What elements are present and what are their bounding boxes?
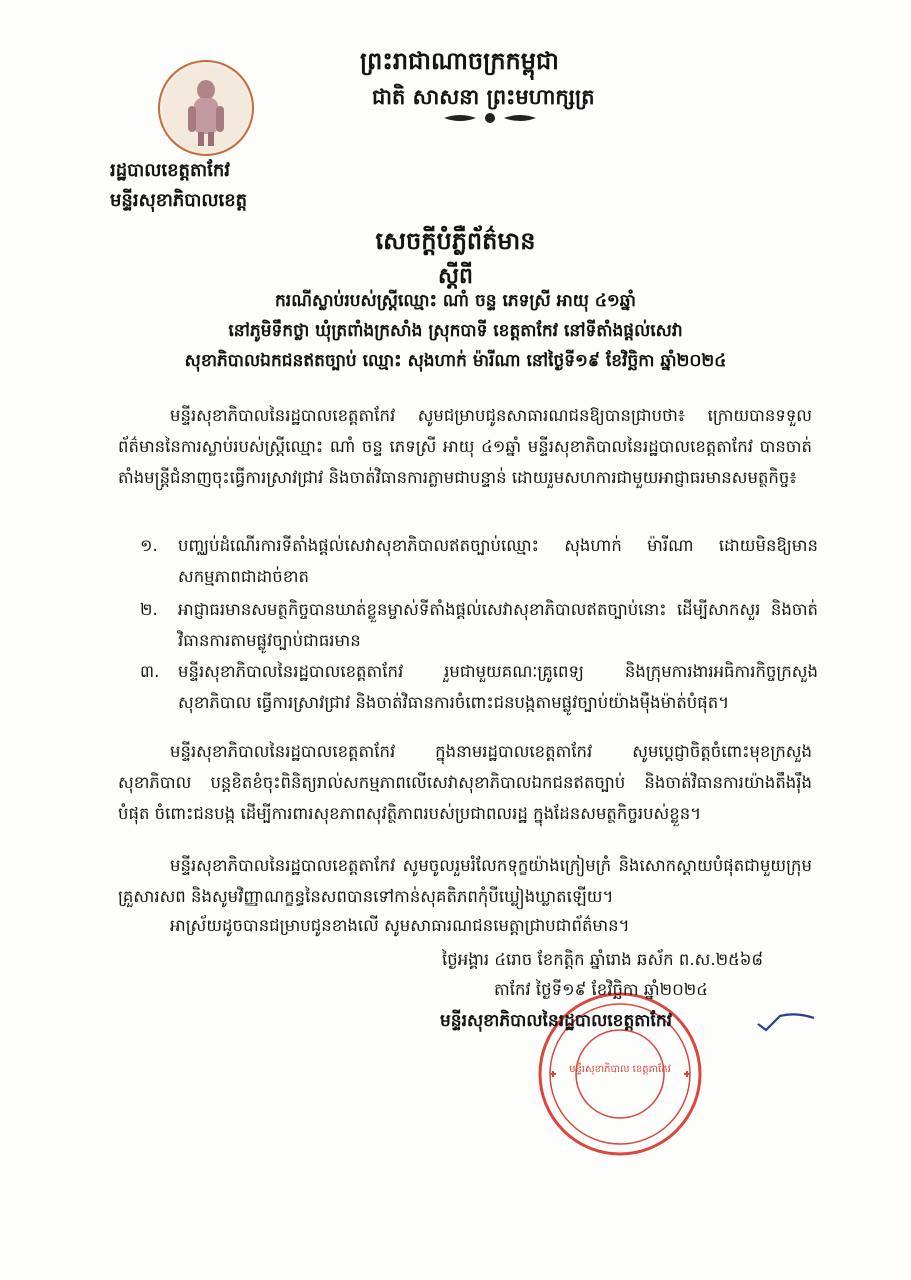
lunar-date: ថ្ងៃអង្គារ ៤រោច ខែកត្តិក ឆ្នាំរោង ឆស័ក ព.ស.២៥៦៨ [442, 950, 764, 969]
kingdom-heading: ព្រះរាជាណាចក្រកម្ពុជា [360, 47, 559, 75]
list-item-text: អាជ្ញាធរមានសមត្ថកិច្ចបានឃាត់ខ្លួនម្ចាស់ទីតាំងផ្តល់សេវាសុខាភិបាលឥតច្បាប់នោះ ដើម្បីសាកសួរ និងចាត់វិធានការតាមផ្លូវច្បាប់ជាធរមាន [178, 600, 818, 650]
list-item-text: មន្ទីរសុខាភិបាលនៃរដ្ឋបាលខេត្តតាកែវ រួមជាមួយគណៈគ្រូពេទ្យ និងក្រុមការងារអធិការកិច្ចក្រសួងសុខាភិបាល ធ្វើការស្រាវជ្រាវ និងចាត់វិធានការចំពោះជនបង្កតាមផ្លូវច្បាប់យ៉ាងម៉ឺងម៉ាត់បំផុត។ [178, 662, 818, 712]
national-motto: ជាតិ សាសនា ព្រះមហាក្សត្រ [372, 85, 595, 109]
list-item-number: ១. [140, 536, 158, 555]
subject-line-3: សុខាភិបាលឯកជនឥតច្បាប់ ឈ្មោះ សុងហាក់ ម៉ារីណា នៅថ្ងៃទី១៩ ខែវិច្ឆិកា ឆ្នាំ២០២៤ [184, 351, 727, 371]
paragraph-closing: អាស្រ័យដូចបានជម្រាបជូនខាងលើ សូមសាធារណជនមេត្តាជ្រាបជាព័ត៌មាន។ [170, 916, 630, 935]
document-title: សេចក្តីបំភ្លឺព័ត៌មាន [375, 227, 536, 255]
subject-line-2: នៅភូមិទឹកថ្លា ឃុំត្រពាំងក្រសាំង ស្រុកបាទី ខេត្តតាកែវ នៅទីតាំងផ្តល់សេវា [228, 321, 683, 341]
about-label: ស្តីពី [438, 264, 473, 289]
signer-title: មន្ទីរសុខាភិបាលនៃរដ្ឋបាលខេត្តតាកែវ [440, 1011, 673, 1031]
paragraph-intro: មន្ទីរសុខាភិបាលនៃរដ្ឋបាលខេត្តតាកែវ សូមជម្រាបជូនសាធារណជនឱ្យបានជ្រាបថា៖ ក្រោយបានទទួលព័ត៌មាននៃការស្លាប់របស់ស្ត្រីឈ្មោះ ណាំ ចន្ទ ភេទស្រី អាយុ ៤១ឆ្នាំ មន្ទីរសុខាភិបាលនៃរដ្ឋបាលខេត្តតាកែវ បានចាត់តាំងមន្ត្រីជំនាញចុះធ្វើការស្រាវជ្រាវ និងចាត់វិធានការភ្លាមជាបន្ទាន់ ដោយរួមសហការជាមួយអាជ្ញាធរមានសមត្ថកិច្ច៖ [118, 406, 812, 487]
subject-line-1: ករណីស្លាប់របស់ស្ត្រីឈ្មោះ ណាំ ចន្ទ ភេទស្រី អាយុ ៤១ឆ្នាំ [275, 291, 636, 311]
list-item-number: ២. [140, 600, 158, 619]
solar-date: តាកែវ ថ្ងៃទី១៩ ខែវិច្ឆិកា ឆ្នាំ២០២៤ [494, 980, 708, 999]
ornament-divider-icon [440, 110, 540, 126]
paragraph-commitment: មន្ទីរសុខាភិបាលនៃរដ្ឋបាលខេត្តតាកែវ ក្នុងនាមរដ្ឋបាលខេត្តតាកែវ សូមប្តេជ្ញាចិត្តចំពោះមុខក្រសួងសុខាភិបាល បន្តខិតខំចុះពិនិត្យរាល់សកម្មភាពលើសេវាសុខាភិបាលឯកជនឥតច្បាប់ និងចាត់វិធានការយ៉ាងតឹងរ៉ឹងបំផុត ចំពោះជនបង្ក ដើម្បីការពារសុខភាពសុវត្ថិភាពរបស់ប្រជាពលរដ្ឋ ក្នុងដែនសមត្ថកិច្ចរបស់ខ្លួន។ [118, 742, 812, 823]
seal-text: មន្ទីរសុខាភិបាល ខេត្តតាកែវ [569, 1064, 671, 1075]
paragraph-condolence: មន្ទីរសុខាភិបាលនៃរដ្ឋបាលខេត្តតាកែវ សូមចូលរួមរំលែកទុក្ខយ៉ាងក្រៀមក្រំ និងសោកស្តាយបំផុតជាមួយក្រុមគ្រួសារសព និងសូមវិញ្ញាណក្ខន្ធនៃសពបានទៅកាន់សុគតិភពកុំបីឃ្លៀងឃ្លាតឡើយ។ [118, 856, 812, 906]
signature-mark-icon [756, 1010, 816, 1034]
issuer-province: រដ្ឋបាលខេត្តតាកែវ [110, 160, 230, 181]
issuer-department: មន្ទីរសុខាភិបាលខេត្ត [110, 190, 248, 211]
list-item-number: ៣. [140, 662, 160, 681]
list-item-text: បញ្ឈប់ដំណើរការទីតាំងផ្តល់សេវាសុខាភិបាលឥតច្បាប់ឈ្មោះ សុងហាក់ ម៉ារីណា ដោយមិនឱ្យមានសកម្មភាពជាដាច់ខាត [178, 536, 818, 586]
ministry-emblem-icon [158, 60, 254, 156]
